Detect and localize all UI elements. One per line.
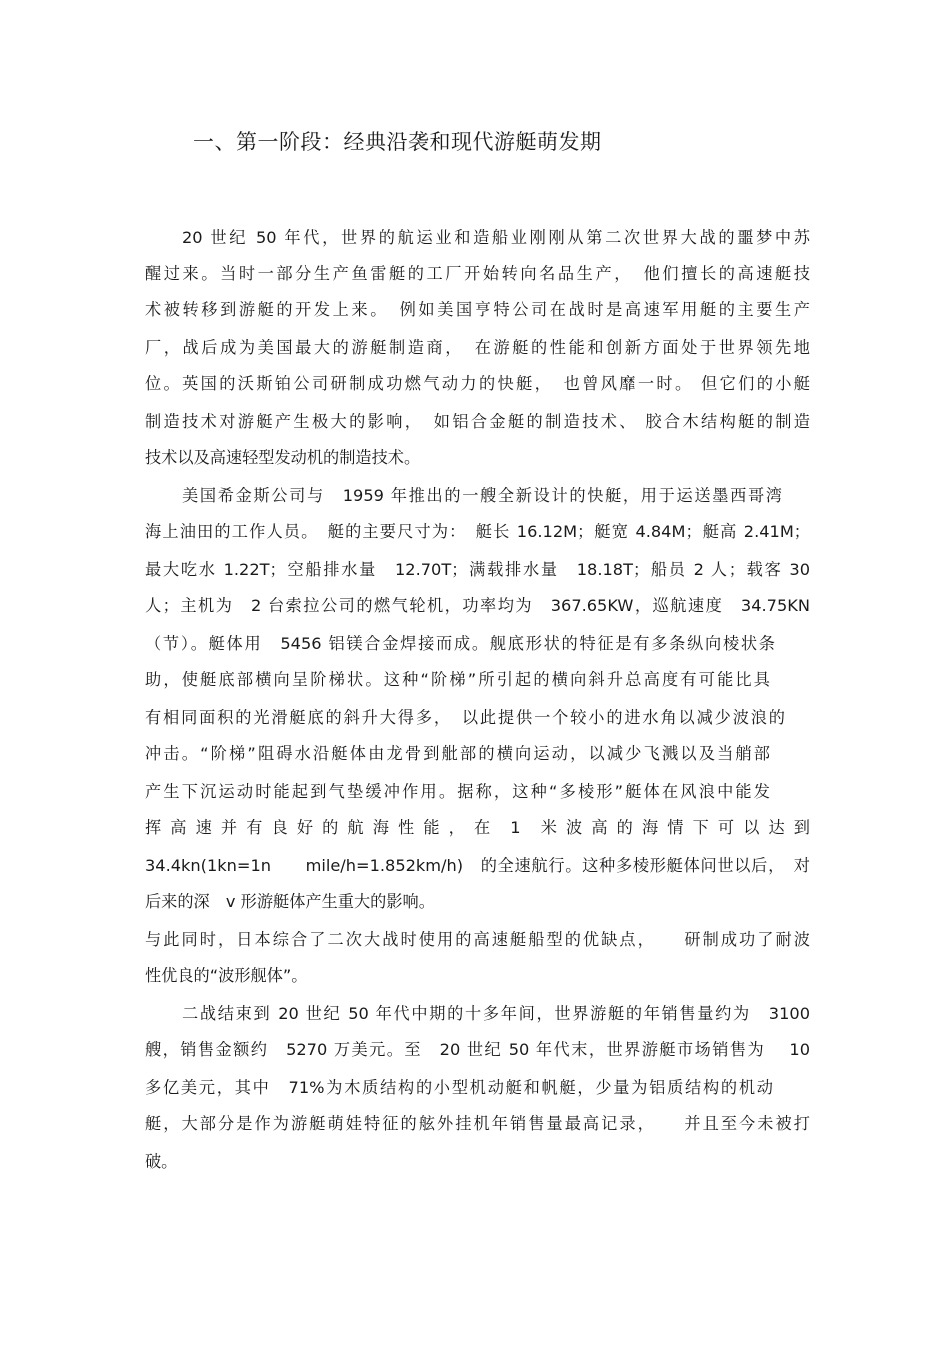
paragraph-2-line-10: 挥 高 速 并 有 良 好 的 航 海 性 能 ， 在 1 米 波 高 的 海 情 下 可 以 达 到 <box>145 818 810 837</box>
paragraph-2-line-1: 美国希金斯公司与 1959 年推出的一艘全新设计的快艇，用于运送墨西哥湾 <box>182 486 782 505</box>
paragraph-3-line-2: 性优良的“波形舰体”。 <box>145 966 308 985</box>
paragraph-2-line-6: 助，使艇底部横向呈阶梯状。这种“阶梯”所引起的横向斜升总高度有可能比具 <box>145 670 770 689</box>
paragraph-2-line-7: 有相同面积的光滑艇底的斜升大得多， 以此提供一个较小的进水角以减少波浪的 <box>145 708 785 727</box>
paragraph-2-line-12: 后来的深 v 形游艇体产生重大的影响。 <box>145 892 435 911</box>
paragraph-2-line-9: 产生下沉运动时能起到气垫缓冲作用。据称，这种“多棱形”艇体在风浪中能发 <box>145 782 770 801</box>
paragraph-4-line-2: 艘，销售金额约 5270 万美元。至 20 世纪 50 年代末，世界游艇市场销售为 10 <box>145 1040 810 1059</box>
paragraph-2-line-4: 人；主机为 2 台索拉公司的燃气轮机，功率均为 367.65KW，巡航速度 34.75KN <box>145 596 810 615</box>
paragraph-1-line-3: 术被转移到游艇的开发上来。 例如美国亨特公司在战时是高速军用艇的主要生产 <box>145 300 810 319</box>
paragraph-4-line-3: 多亿美元，其中 71%为木质结构的小型机动艇和帆艇，少量为铝质结构的机动 <box>145 1078 773 1097</box>
paragraph-2-line-3: 最大吃水 1.22T；空船排水量 12.70T；满载排水量 18.18T；船员 2 人；载客 30 <box>145 560 810 579</box>
paragraph-2-line-11: 34.4kn(1kn=1n mile/h=1.852km/h) 的全速航行。这种多棱形艇体问世以后， 对 <box>145 856 810 875</box>
paragraph-4-line-1: 二战结束到 20 世纪 50 年代中期的十多年间，世界游艇的年销售量约为 3100 <box>182 1004 810 1023</box>
paragraph-1-line-1: 20 世纪 50 年代，世界的航运业和造船业刚刚从第二次世界大战的噩梦中苏 <box>182 228 810 247</box>
paragraph-2-line-8: 冲击。“阶梯”阻碍水沿艇体由龙骨到舭部的横向运动，以减少飞溅以及当艄部 <box>145 744 770 763</box>
paragraph-1-line-6: 制造技术对游艇产生极大的影响， 如铝合金艇的制造技术、 胶合木结构艇的制造 <box>145 412 810 431</box>
paragraph-4-line-4: 艇，大部分是作为游艇萌娃特征的舷外挂机年销售量最高记录， 并且至今未被打 <box>145 1114 810 1133</box>
paragraph-2-line-5: （节）。艇体用 5456 铝镁合金焊接而成。舰底形状的特征是有多条纵向棱状条 <box>145 634 775 653</box>
section-heading: 一、第一阶段：经典沿袭和现代游艇萌发期 <box>193 130 602 154</box>
paragraph-1-line-7: 技术以及高速轻型发动机的制造技术。 <box>145 448 421 467</box>
paragraph-1-line-5: 位。英国的沃斯铂公司研制成功燃气动力的快艇， 也曾风靡一时。 但它们的小艇 <box>145 374 810 393</box>
paragraph-1-line-4: 厂，战后成为美国最大的游艇制造商， 在游艇的性能和创新方面处于世界领先地 <box>145 338 810 357</box>
paragraph-2-line-2: 海上油田的工作人员。 艇的主要尺寸为： 艇长 16.12M；艇宽 4.84M；艇高 2.41M； <box>145 522 810 541</box>
paragraph-1-line-2: 醒过来。当时一部分生产鱼雷艇的工厂开始转向名品生产， 他们擅长的高速艇技 <box>145 264 810 283</box>
paragraph-3-line-1: 与此同时，日本综合了二次大战时使用的高速艇船型的优缺点， 研制成功了耐波 <box>145 930 810 949</box>
paragraph-4-line-5: 破。 <box>145 1152 178 1171</box>
